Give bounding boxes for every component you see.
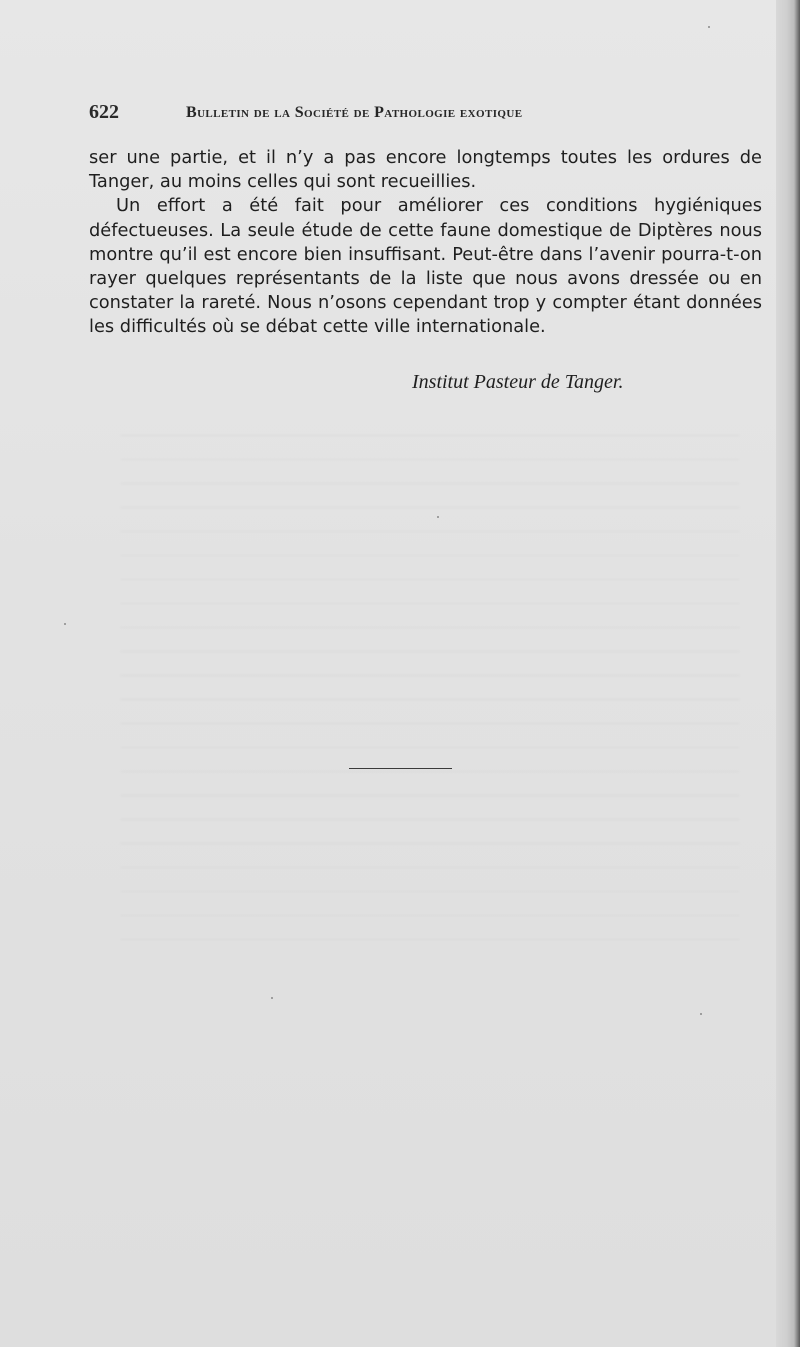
page-header — [89, 101, 649, 125]
paper-speck — [700, 1013, 702, 1015]
running-head: Bulletin de la Société de Pathologie exotique — [186, 104, 523, 121]
paper-speck — [437, 516, 439, 518]
page-number: 622 — [89, 101, 119, 123]
binding-shadow — [776, 0, 800, 1347]
signature-line: Institut Pasteur de Tanger. — [412, 371, 624, 393]
section-rule — [349, 768, 452, 769]
paragraph-continued: ser une partie, et il n’y a pas encore longtemps toutes les ordures de Tanger, au moins celles qui sont recueillies. — [89, 147, 762, 193]
show-through-texture — [120, 420, 740, 940]
paper-speck — [708, 26, 710, 28]
paper-speck — [64, 623, 66, 625]
paper-speck — [271, 997, 273, 999]
body-text — [89, 146, 762, 340]
paragraph: Un effort a été fait pour améliorer ces conditions hygiéniques défectueuses. La seule étude de cette faune domestique de Diptères nous montre qu’il est encore bien insuffisant. Peut-être dans l’avenir pourra-t-on rayer quelques représentants de la liste que nous avons dressée ou en constater la rareté. Nous n’osons cependant trop y compter étant données les difficultés où se débat cette ville internationale. — [89, 195, 762, 338]
